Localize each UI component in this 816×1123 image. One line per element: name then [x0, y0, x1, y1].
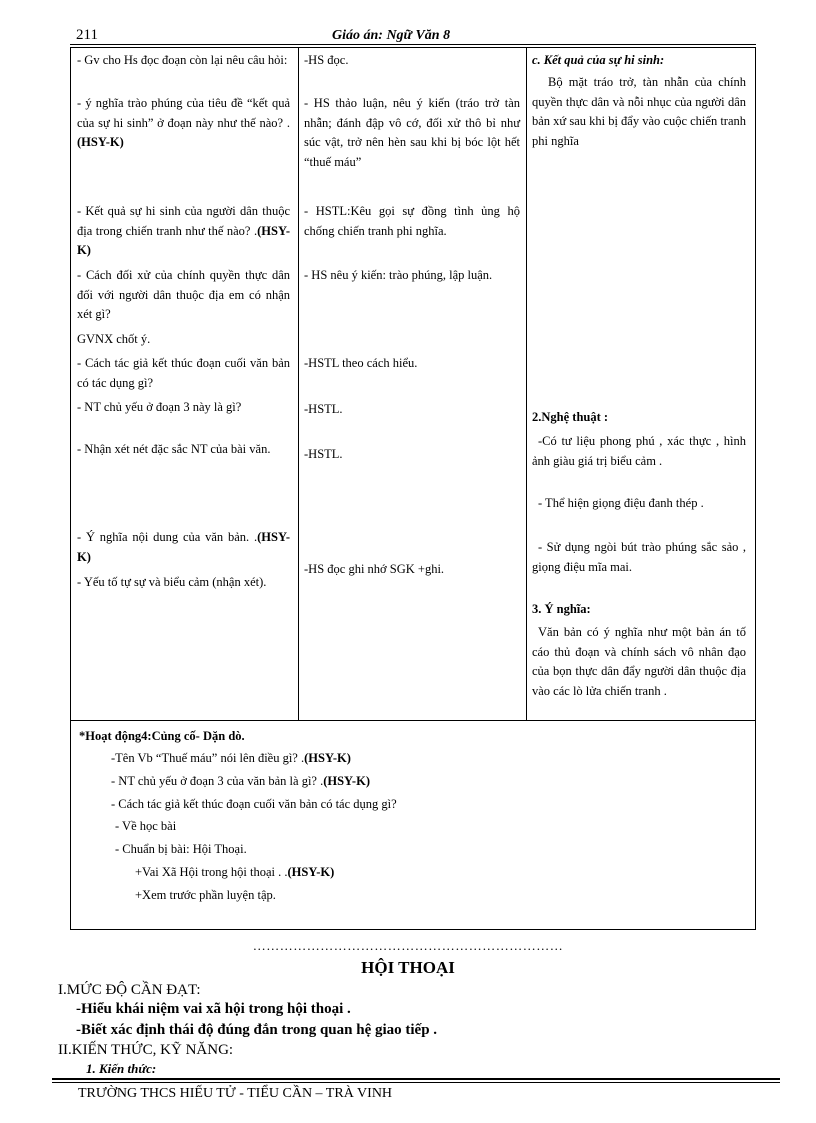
header-rule: [70, 44, 756, 45]
activity-item: - Về học bài: [115, 819, 177, 833]
teacher-question: - Nhận xét nét đặc sắc NT của bài văn.: [77, 442, 271, 456]
content-text: -Có tư liệu phong phú , xác thực , hình ảnh giàu giá trị biểu cảm .: [532, 434, 746, 468]
content-text: - Sử dụng ngòi bút trào phúng sắc sảo , giọng điệu mĩa mai.: [532, 540, 746, 574]
teacher-note: GVNX chốt ý.: [77, 332, 151, 346]
subsection-heading: 1. Kiến thức:: [86, 1061, 157, 1076]
activity-heading: *Hoạt động4:Củng cố- Dặn dò.: [79, 729, 245, 743]
section-heading: I.MỨC ĐỘ CẦN ĐẠT:: [58, 982, 201, 998]
student-activity: - HSTL:Kêu gọi sự đồng tình ủng hộ chống chiến tranh phi nghĩa.: [304, 204, 520, 238]
column-divider: [298, 48, 299, 720]
footer-school: TRƯỜNG THCS HIẾU TỬ - TIỂU CẦN – TRÀ VINH: [78, 1086, 393, 1101]
activity-item: - Chuẩn bị bài: Hội Thoại.: [115, 842, 247, 856]
student-activity: -HS đọc.: [304, 53, 349, 67]
footer-rule: [52, 1078, 780, 1080]
content-text: Văn bản có ý nghĩa như một bản án tố cáo thủ đoạn và chính sách vô nhân đạo của bọn thực dân đẩy người dân thuộc địa vào các lò lửa chiến tranh .: [532, 625, 746, 698]
content-text: Bộ mặt tráo trở, tàn nhẫn của chính quyền thực dân và nỗi nhục của người dân bản xứ sau khi bị đẩy vào cuộc chiến tranh phi nghĩa: [532, 75, 747, 148]
activity-item: -Tên Vb “Thuế máu” nói lên điều gì? .(HSY-K): [111, 751, 351, 765]
separator: ……………………………………………………………: [252, 938, 564, 953]
activity-box: [70, 721, 756, 930]
student-activity: - HS thảo luận, nêu ý kiến (tráo trở tàn nhẫn; đánh đập vô cớ, đối xử thô bỉ như súc vật, trở nên hèn sau khi bị bóc lột hết “thuế máu”: [304, 96, 520, 169]
student-activity: -HSTL theo cách hiểu.: [304, 356, 418, 370]
column-divider: [526, 48, 527, 720]
student-activity: - HS nêu ý kiến: trào phúng, lập luận.: [304, 268, 493, 282]
header-title: Giáo án: Ngữ Văn 8: [332, 28, 451, 43]
content-text: - Thể hiện giọng điệu đanh thép .: [538, 496, 704, 510]
teacher-question: - Kết quả sự hi sinh của người dân thuộc địa trong chiến tranh như thế nào? .(HSY-K): [77, 204, 290, 257]
teacher-question: - Ý nghĩa nội dung của văn bản. .(HSY-K): [77, 530, 290, 564]
teacher-question: - Yếu tố tự sự và biểu cảm (nhận xét).: [77, 575, 267, 589]
lesson-title: HỘI THOẠI: [361, 958, 455, 977]
activity-item: +Xem trước phần luyện tập.: [135, 888, 276, 902]
student-activity: -HSTL.: [304, 447, 343, 461]
section-heading: 3. Ý nghĩa:: [532, 602, 591, 616]
teacher-question: - NT chủ yếu ở đoạn 3 này là gì?: [77, 400, 242, 414]
teacher-question: - Cách đối xử của chính quyền thực dân đối với người dân thuộc địa em có nhận xét gì?: [77, 268, 290, 321]
footer-rule: [52, 1082, 780, 1083]
activity-item: +Vai Xã Hội trong hội thoại . .(HSY-K): [135, 865, 335, 879]
lesson-table: [70, 47, 756, 721]
objective: -Biết xác định thái độ đúng đắn trong quan hệ giao tiếp .: [76, 1022, 438, 1038]
teacher-question: - Gv cho Hs đọc đoạn còn lại nêu câu hỏi:: [77, 53, 288, 67]
activity-item: - Cách tác giả kết thúc đoạn cuối văn bản có tác dụng gì?: [111, 797, 397, 811]
teacher-question: - ý nghĩa trào phúng của tiêu đề “kết quả của sự hi sinh” ở đoạn này như thế nào? .(HSY-K): [77, 96, 290, 149]
student-activity: -HS đọc ghi nhớ SGK +ghi.: [304, 562, 445, 576]
page-number: 211: [76, 27, 98, 43]
activity-item: - NT chủ yếu ở đoạn 3 của văn bản là gì? .(HSY-K): [111, 774, 370, 788]
objective: -Hiểu khái niệm vai xã hội trong hội thoại .: [76, 1001, 351, 1017]
section-heading: II.KIẾN THỨC, KỸ NĂNG:: [58, 1042, 234, 1058]
section-heading: c. Kết quả của sự hi sinh:: [532, 53, 665, 67]
section-heading: 2.Nghệ thuật :: [532, 410, 609, 424]
teacher-question: - Cách tác giả kết thúc đoạn cuối văn bản có tác dụng gì?: [77, 356, 290, 390]
student-activity: -HSTL.: [304, 402, 343, 416]
